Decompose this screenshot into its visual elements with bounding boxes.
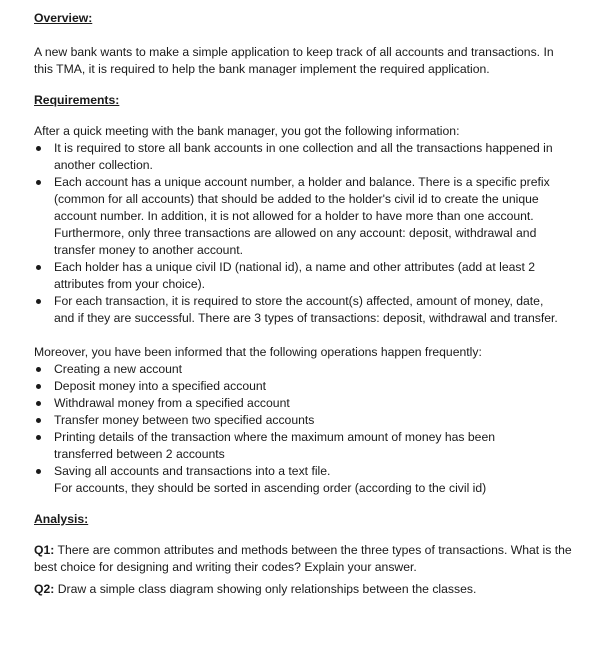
list-item-text: Saving all accounts and transactions into a text file. [54, 464, 331, 478]
operations-list [34, 361, 554, 497]
question-1 [34, 542, 574, 576]
requirements-list [34, 140, 567, 327]
list-item: Each holder has a unique civil ID (national id), a name and other attributes (add at least 2 attributes from your choice). [34, 259, 567, 293]
list-item: Withdrawal money from a specified account [34, 395, 554, 412]
list-item: It is required to store all bank accounts in one collection and all the transactions happened in another collection. [34, 140, 567, 174]
list-item: Creating a new account [34, 361, 554, 378]
operations-intro: Moreover, you have been informed that the following operations happen frequently: [34, 345, 482, 359]
question-1-text: There are common attributes and methods between the three types of transactions. What is the best choice for designing and writing their codes? Explain your answer. [34, 543, 572, 574]
overview-heading: Overview: [34, 11, 93, 25]
question-2-text: Draw a simple class diagram showing only relationships between the classes. [57, 582, 477, 596]
question-2-label: Q2: [34, 582, 55, 596]
list-item: Each account has a unique account number, a holder and balance. There is a specific prefix (common for all accounts) that should be added to the holder's civil id to create the unique account number. In addition, it is not allowed for a holder to have more than one account. Furthermore, only three transactions are allowed on any account: deposit, withdrawal and transfer money to another account. [34, 174, 567, 259]
list-item: For each transaction, it is required to store the account(s) affected, amount of money, date, and if they are successful. There are 3 types of transactions: deposit, withdrawal and transfer. [34, 293, 567, 327]
requirements-heading: Requirements: [34, 93, 120, 107]
operations-note: For accounts, they should be sorted in ascending order (according to the civil id) [54, 481, 487, 495]
overview-text: A new bank wants to make a simple application to keep track of all accounts and transactions. In this TMA, it is required to help the bank manager implement the required application. [34, 45, 554, 76]
list-item [34, 463, 554, 497]
list-item: Deposit money into a specified account [34, 378, 554, 395]
requirements-intro: After a quick meeting with the bank manager, you got the following information: [34, 124, 460, 138]
list-item: Printing details of the transaction where the maximum amount of money has been transferred between 2 accounts [34, 429, 554, 463]
list-item: Transfer money between two specified accounts [34, 412, 554, 429]
question-2 [34, 581, 591, 598]
question-1-label: Q1: [34, 543, 55, 557]
analysis-heading: Analysis: [34, 512, 89, 526]
